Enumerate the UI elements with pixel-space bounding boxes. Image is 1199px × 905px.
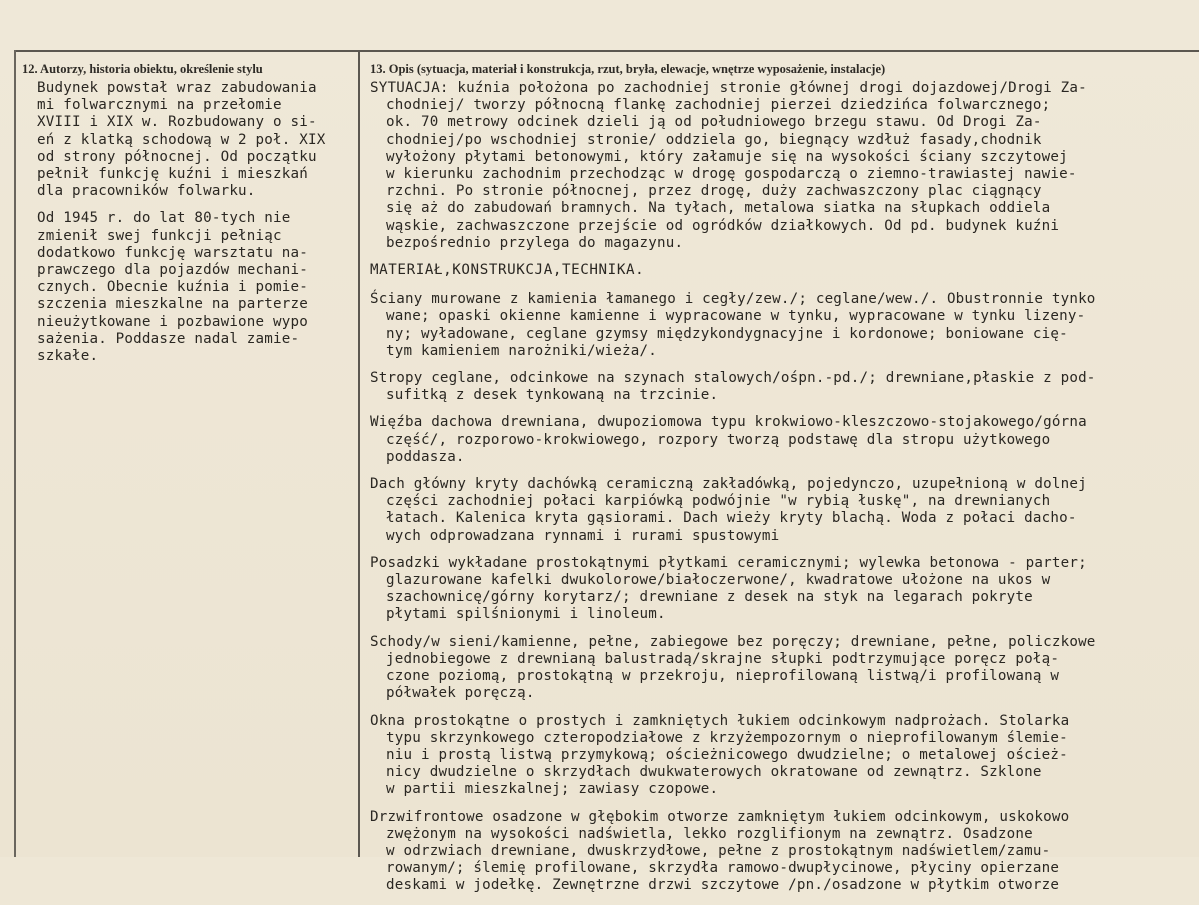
description-paragraph [370,555,1198,624]
text-line: rzchni. Po stronie północnej, przez drogę, duży zachwaszczony plac ciągnący [386,183,1042,200]
text-line: XVIII i XIX w. Rozbudowany o si- [37,114,317,131]
description-paragraph [370,80,1198,252]
description-paragraph [370,414,1198,466]
text-line: części zachodniej połaci karpiówką podwójnie "w rybią łuskę", na drewnianych [386,493,1051,510]
text-line: Od 1945 r. do lat 80-tych nie [37,210,291,227]
text-line: Więźba dachowa drewniana, dwupoziomowa typu krokwiowo-kleszczowo-stojakowego/górna [370,414,1087,431]
text-line: jednobiegowe z drewnianą balustradą/skrajne słupki podtrzymujące poręcz połą- [386,650,1060,667]
text-line: wąskie, zachwaszczone przejście od ogródków działkowych. Od pd. budynek kuźni [386,217,1060,234]
text-line: część/, rozporowo-krokwiowego, rozpory tworzą podstawę dla stropu użytkowego [386,431,1051,448]
section-heading: MATERIAŁ,KONSTRUKCJA,TECHNIKA. [370,262,645,279]
text-line: rowanym/; ślemię profilowane, skrzydła ramowo-dwupłycinowe, płyciny opierzane [386,860,1060,877]
text-line: wane; opaski okienne kamienne i wypracowane w tynku, wypracowane w tynku lizeny- [386,308,1086,325]
text-line: zwężonym na wysokości nadświetla, lekko rozglifionym na zewnątrz. Osadzone [386,825,1033,842]
text-line: pełnił funkcję kuźni i mieszkań [37,166,308,183]
text-line: Drzwifrontowe osadzone w głębokim otworze zamkniętym łukiem odcinkowym, uskokowo [370,808,1070,825]
text-line: cznych. Obecnie kuźnia i pomie- [37,279,308,296]
section-13-title: 13. Opis (sytuacja, materiał i konstrukcja, rzut, bryła, elewacje, wnętrze wyposażenie, instalacje) [370,62,886,76]
text-line: Budynek powstał wraz zabudowania [37,80,317,96]
text-line: w odrzwiach drewniane, dwuskrzydłowe, pełne z prostokątnym nadświetlem/zamu- [386,842,1051,859]
left-edge-rule [14,50,16,857]
text-line: półwałek poręczą. [386,685,535,702]
text-line: niu i prostą listwą przymykową; ościeżnicowego dwudzielne; o metalowej oścież- [386,746,1068,763]
history-paragraph [37,210,359,365]
text-line: prawczego dla pojazdów mechani- [37,262,308,279]
text-line: szczenia mieszkalne na parterze [37,296,308,313]
text-line: poddasza. [386,448,465,465]
text-line: mi folwarcznymi na przełomie [37,97,282,114]
top-rule [14,50,1199,52]
section-12-title: 12. Autorzy, historia obiektu, określenie stylu [22,62,263,76]
text-line: Schody/w sieni/kamienne, pełne, zabiegowe bez poręczy; drewniane, pełne, policzkowe [370,633,1096,650]
text-line: sufitką z desek tynkowaną na trzcinie. [386,387,719,404]
text-line: od strony północnej. Od początku [37,148,317,165]
text-line: szkałe. [37,348,99,365]
text-line: Dach główny kryty dachówką ceramiczną zakładówką, pojedynczo, uzupełnioną w dolnej [370,476,1087,493]
text-line: dodatkowo funkcję warsztatu na- [37,244,308,261]
history-text-column [37,80,359,375]
description-paragraph [370,809,1198,895]
text-line: Ściany murowane z kamienia łamanego i cegły/zew./; ceglane/wew./. Obustronnie tynko [370,291,1096,308]
text-line: nieużytkowane i pozbawione wypo [37,313,308,330]
text-line: sażenia. Poddasze nadal zamie- [37,330,300,347]
text-line: SYTUACJA: kuźnia położona po zachodniej stronie głównej drogi dojazdowej/Drogi Za- [370,80,1087,96]
text-line: w kierunku zachodnim przechodząc w drogę gospodarczą o ziemno-trawiastej nawie- [386,166,1077,183]
description-paragraph [370,476,1198,545]
text-line: bezpośrednio przylega do magazynu. [386,234,684,251]
history-paragraph [37,80,359,200]
text-line: łatach. Kalenica kryta gąsiorami. Dach wieży kryty blachą. Woda z połaci dacho- [386,510,1077,527]
text-line: typu skrzynkowego czteropodziałowe z krzyżempozornym o nieprofilowanym ślemie- [386,729,1068,746]
text-line: zmienił swej funkcji pełniąc [37,227,282,244]
text-line: w partii mieszkalnej; zawiasy czopowe. [386,781,719,798]
text-line: tym kamieniem narożniki/wieża/. [386,342,657,359]
text-line: czone poziomą, prostokątną w przekroju, nieprofilowaną listwą/i profilowaną w [386,668,1060,685]
description-paragraph [370,634,1198,703]
text-line: płytami spilśnionymi i linoleum. [386,606,666,623]
text-line: szachownicę/górny korytarz/; drewniane z desek na styk na legarach pokryte [386,589,1033,606]
text-line: Okna prostokątne o prostych i zamkniętych łukiem odcinkowym nadprożach. Stolarka [370,712,1070,729]
text-line: ny; wyładowane, ceglane gzymsy międzykondygnacyjne i kordonowe; boniowane cię- [386,325,1068,342]
text-line: nicy dwudzielne o skrzydłach dwukwaterowych okratowane od zewnątrz. Szklone [386,764,1042,781]
text-line: glazurowane kafelki dwukolorowe/białoczerwone/, kwadratowe ułożone na ukos w [386,572,1051,589]
text-line: wych odprowadzana rynnami i rurami spustowymi [386,527,780,544]
text-line: dla pracowników folwarku. [37,183,256,200]
text-line: Stropy ceglane, odcinkowe na szynach stalowych/ośpn.-pd./; drewniane,płaskie z pod- [370,370,1096,387]
description-paragraph [370,370,1198,404]
text-line: chodniej/ tworzy północną flankę zachodniej pierzei dziedzińca folwarcznego; [386,97,1051,114]
description-paragraph [370,713,1198,799]
text-line: ok. 70 metrowy odcinek dzieli ją od południowego brzegu stawu. Od Drogi Za- [386,114,1042,131]
text-line: deskami w jodełkę. Zewnętrzne drzwi szczytowe /pn./osadzone w płytkim otworze [386,877,1060,894]
description-paragraph [370,291,1198,360]
text-line: chodniej/po wschodniej stronie/ oddziela go, biegnący wzdłuż fasady,chodnik [386,131,1042,148]
text-line: eń z klatką schodową w 2 poł. XIX [37,131,326,148]
text-line: się aż do zabudowań bramnych. Na tyłach, metalowa siatka na słupkach oddiela [386,200,1051,217]
text-line: wyłożony płytami betonowymi, który załamuje się na wysokości ściany szczytowej [386,148,1068,165]
text-line: Posadzki wykładane prostokątnymi płytkami ceramicznymi; wylewka betonowa - parter; [370,554,1087,571]
description-text-column [370,80,1198,905]
